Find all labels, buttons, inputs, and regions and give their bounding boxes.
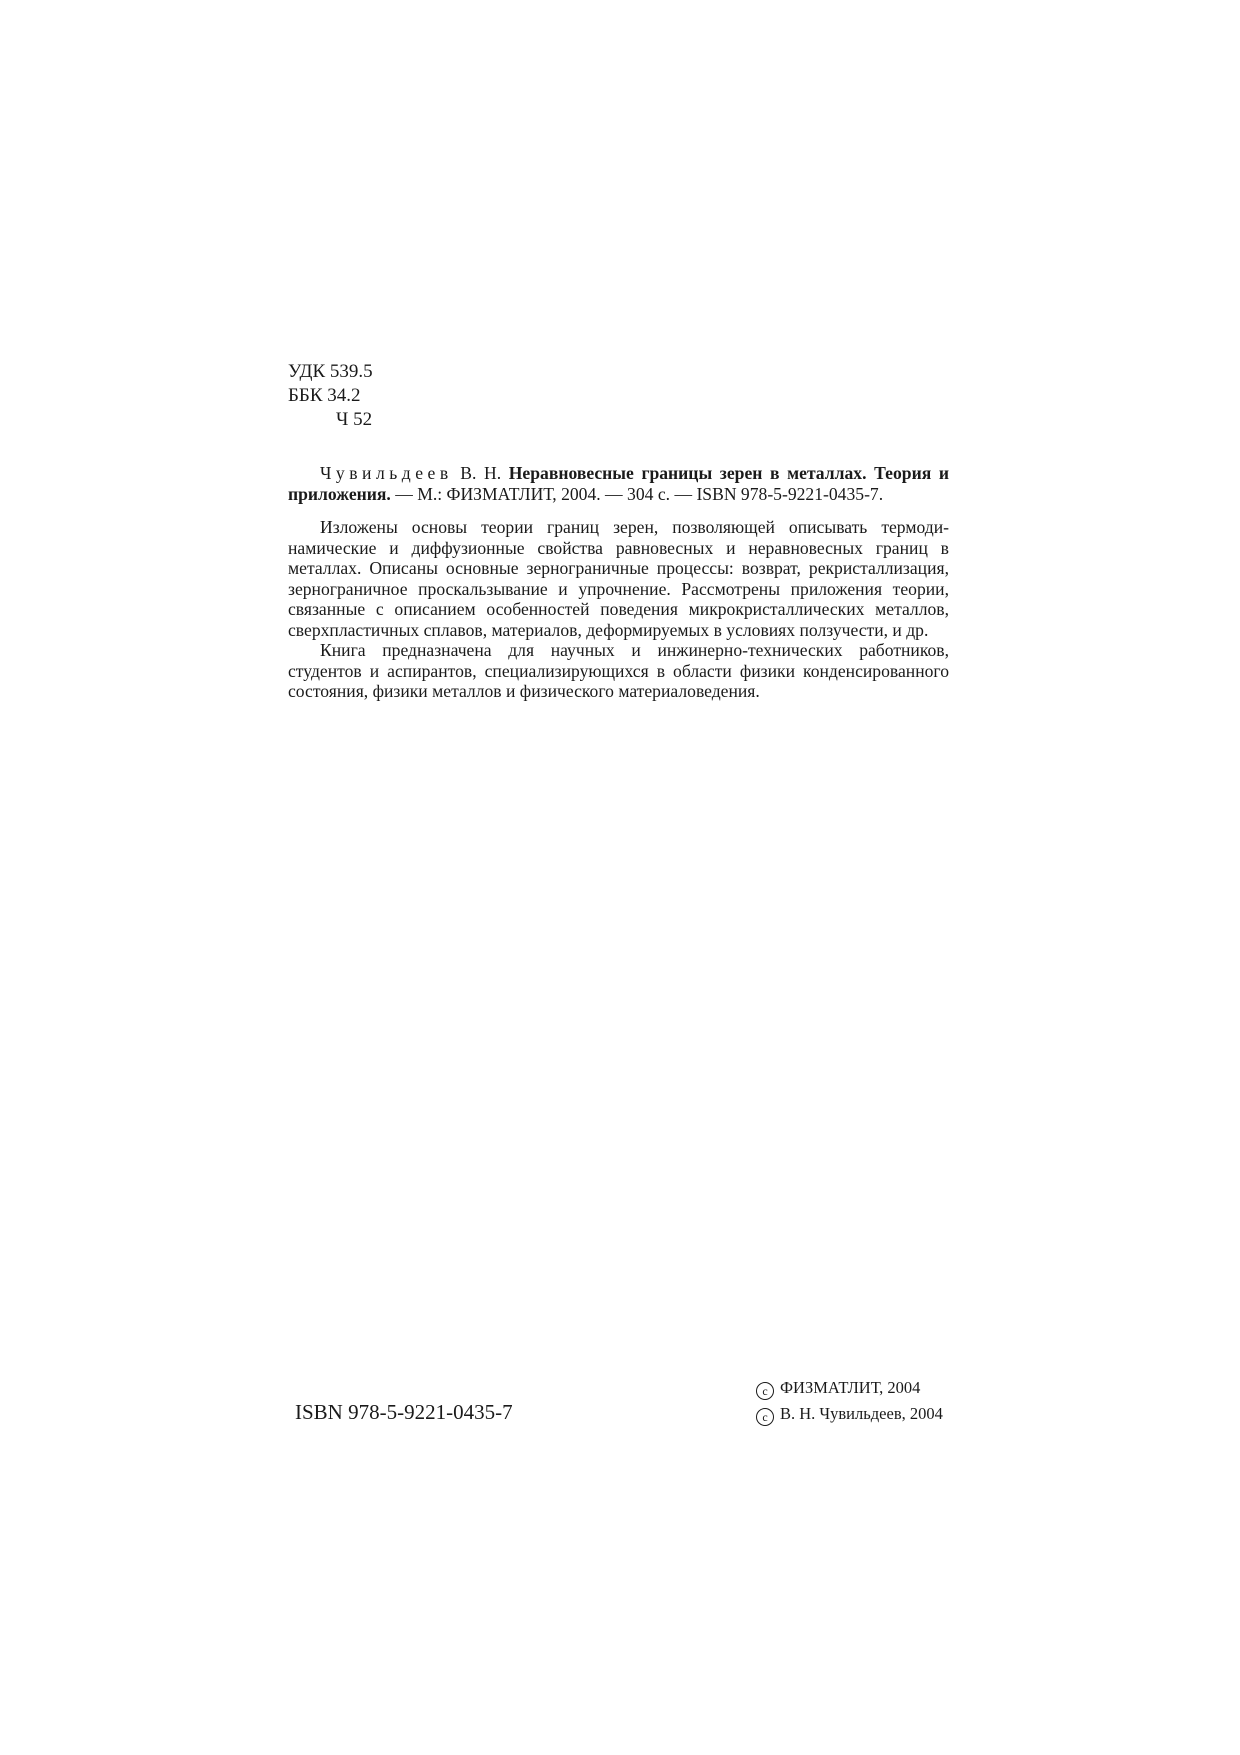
annotation-block bbox=[288, 463, 949, 702]
copyright-icon: c bbox=[756, 1408, 774, 1426]
copyright-author-line bbox=[756, 1401, 943, 1427]
author-surname: Чувильдеев bbox=[320, 463, 453, 483]
imprint-info: — М.: ФИЗМАТЛИТ, 2004. — 304 с. — bbox=[395, 483, 693, 504]
book-title: Неравновесные границы зерен в металлах. Теория и приложения. bbox=[288, 463, 949, 504]
udk-code: УДК 539.5 bbox=[288, 361, 373, 382]
abstract-paragraph: Изложены основы теории границ зерен, позволяющей описывать термодинамические и диффузионные свойства равновесных и неравновесных границ в металлах. Описаны основные зернограничные процессы: возврат, рекристаллизация, зернограничное проскальзывание и упрочнение. Рассмотрены приложения теории, связанные с описанием особенностей поведения микрокристаллических металлов, сверхпластичных сплавов, материалов, деформируемых в условиях ползучести, и др. bbox=[288, 517, 949, 640]
author-mark: Ч 52 bbox=[336, 409, 373, 430]
bbk-code: ББК 34.2 bbox=[288, 385, 361, 406]
copyright-publisher: ФИЗМАТЛИТ, 2004 bbox=[780, 1378, 921, 1397]
author-initials: В. Н. bbox=[460, 463, 502, 483]
isbn-footer: ISBN 978-5-9221-0435-7 bbox=[295, 1400, 513, 1424]
copyright-icon: c bbox=[756, 1382, 774, 1400]
audience-paragraph: Книга предназначена для научных и инжинерно-технических работников, студентов и аспирантов, специализирующихся в области физики конденсированного состояния, физики металлов и физического материаловедения. bbox=[288, 640, 949, 701]
isbn-record: ISBN 978-5-9221-0435-7. bbox=[696, 483, 884, 504]
copyright-block bbox=[756, 1375, 943, 1427]
classification-block bbox=[288, 360, 373, 432]
copyright-author: В. Н. Чувильдеев, 2004 bbox=[780, 1404, 943, 1423]
copyright-publisher-line bbox=[756, 1375, 943, 1401]
bibliographic-record bbox=[288, 463, 949, 504]
